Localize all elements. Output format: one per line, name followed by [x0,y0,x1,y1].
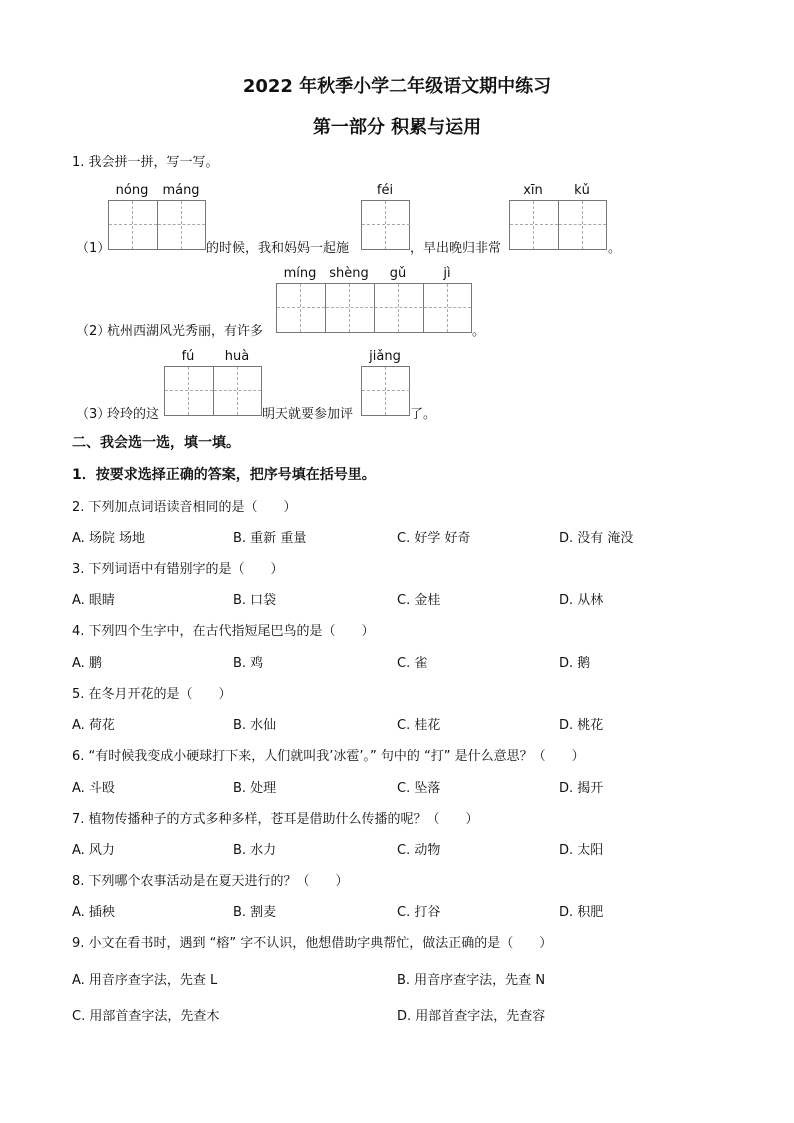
writing-box[interactable] [108,200,206,250]
option-d[interactable]: D. 没有 淹没 [559,531,634,546]
option-d[interactable]: D. 太阳 [559,843,604,858]
option-a[interactable]: A. 风力 [72,843,115,858]
option-b[interactable]: B. 割麦 [233,905,277,920]
pinyin-label: huà [224,349,250,364]
option-a[interactable]: A. 斗殴 [72,781,115,796]
option-b[interactable]: B. 重新 重量 [233,531,307,546]
item-number: （2） [76,324,111,339]
section-subtitle: 1．按要求选择正确的答案，把序号填在括号里。 [72,467,376,483]
pinyin-label: kǔ [574,183,590,198]
option-d[interactable]: D. 积肥 [559,905,604,920]
question-text: 6. “有时候我变成小硬球打下来，人们就叫我’冰雹’。” 句中的 “打” 是什么意思？（ ） [72,749,585,764]
option-a[interactable]: A. 眼睛 [72,593,115,608]
option-a[interactable]: A. 鹏 [72,656,102,671]
pinyin-label: xīn [523,183,543,198]
option-c[interactable]: C. 桂花 [397,718,441,733]
sentence-text: 。 [608,241,622,256]
question-text: 3. 下列词语中有错别字的是（ ） [72,562,284,577]
pinyin-label: jiǎng [369,349,401,364]
pinyin-label: máng [162,183,200,198]
option-a[interactable]: A. 插秧 [72,905,115,920]
writing-box[interactable] [509,200,607,250]
option-c[interactable]: C. 坠落 [397,781,441,796]
pinyin-label: gǔ [389,266,407,281]
sentence-text: 的时候，我和妈妈一起施 [206,241,350,256]
pinyin-label: nóng [115,183,149,198]
option-d[interactable]: D. 鹅 [559,656,591,671]
question-text: 5. 在冬月开花的是（ ） [72,687,232,702]
part-title: 第一部分 积累与运用 [312,117,482,138]
option-d[interactable]: D. 桃花 [559,718,604,733]
option-c[interactable]: C. 雀 [397,656,428,671]
pinyin-label: fú [181,349,195,364]
option-c[interactable]: C. 好学 好奇 [397,531,471,546]
option-c[interactable]: C. 打谷 [397,905,441,920]
option-a[interactable]: A. 场院 场地 [72,531,146,546]
option-b[interactable]: B. 用音序查字法，先查 N [397,973,546,988]
option-b[interactable]: B. 处理 [233,781,277,796]
writing-box[interactable] [361,366,410,416]
sentence-text: 杭州西湖风光秀丽，有许多 [107,324,264,339]
option-c[interactable]: C. 用部首查字法，先查木 [72,1009,220,1024]
sentence-text: 了。 [410,407,437,422]
section-title: 二、我会选一选，填一填。 [72,435,240,451]
question-text: 2. 下列加点词语读音相同的是（ ） [72,500,297,515]
option-a[interactable]: A. 用音序查字法，先查 L [72,973,218,988]
option-d[interactable]: D. 从林 [559,593,604,608]
option-d[interactable]: D. 揭开 [559,781,604,796]
sentence-text: 玲玲的这 [107,407,160,422]
option-b[interactable]: B. 水仙 [233,718,277,733]
pinyin-label: míng [283,266,317,281]
option-c[interactable]: C. 动物 [397,843,441,858]
page-title: 2022 年秋季小学二年级语文期中练习 [242,76,552,97]
option-b[interactable]: B. 口袋 [233,593,277,608]
writing-box[interactable] [164,366,262,416]
writing-box[interactable] [276,283,472,333]
sentence-text: 明天就要参加评 [262,407,354,422]
option-b[interactable]: B. 鸡 [233,656,264,671]
question-text: 9. 小文在看书时，遇到 “榕” 字不认识，他想借助字典帮忙，做法正确的是（ ） [72,936,553,951]
question-text: 8. 下列哪个农事活动是在夏天进行的？（ ） [72,874,349,889]
pinyin-label: féi [376,183,394,198]
pinyin-label: shèng [329,266,369,281]
item-number: （1） [76,241,111,256]
writing-box[interactable] [361,200,410,250]
item-number: （3） [76,407,111,422]
option-c[interactable]: C. 金桂 [397,593,441,608]
sentence-text: 。 [472,324,486,339]
question-text: 4. 下列四个生字中，在古代指短尾巴鸟的是（ ） [72,624,375,639]
question-text: 7. 植物传播种子的方式多种多样，苍耳是借助什么传播的呢？（ ） [72,812,479,827]
sentence-text: ，早出晚归非常 [410,241,502,256]
q1-prompt: 1. 我会拼一拼，写一写。 [72,155,219,170]
option-b[interactable]: B. 水力 [233,843,277,858]
pinyin-label: jì [443,266,451,281]
option-a[interactable]: A. 荷花 [72,718,115,733]
option-d[interactable]: D. 用部首查字法，先查容 [397,1009,546,1024]
